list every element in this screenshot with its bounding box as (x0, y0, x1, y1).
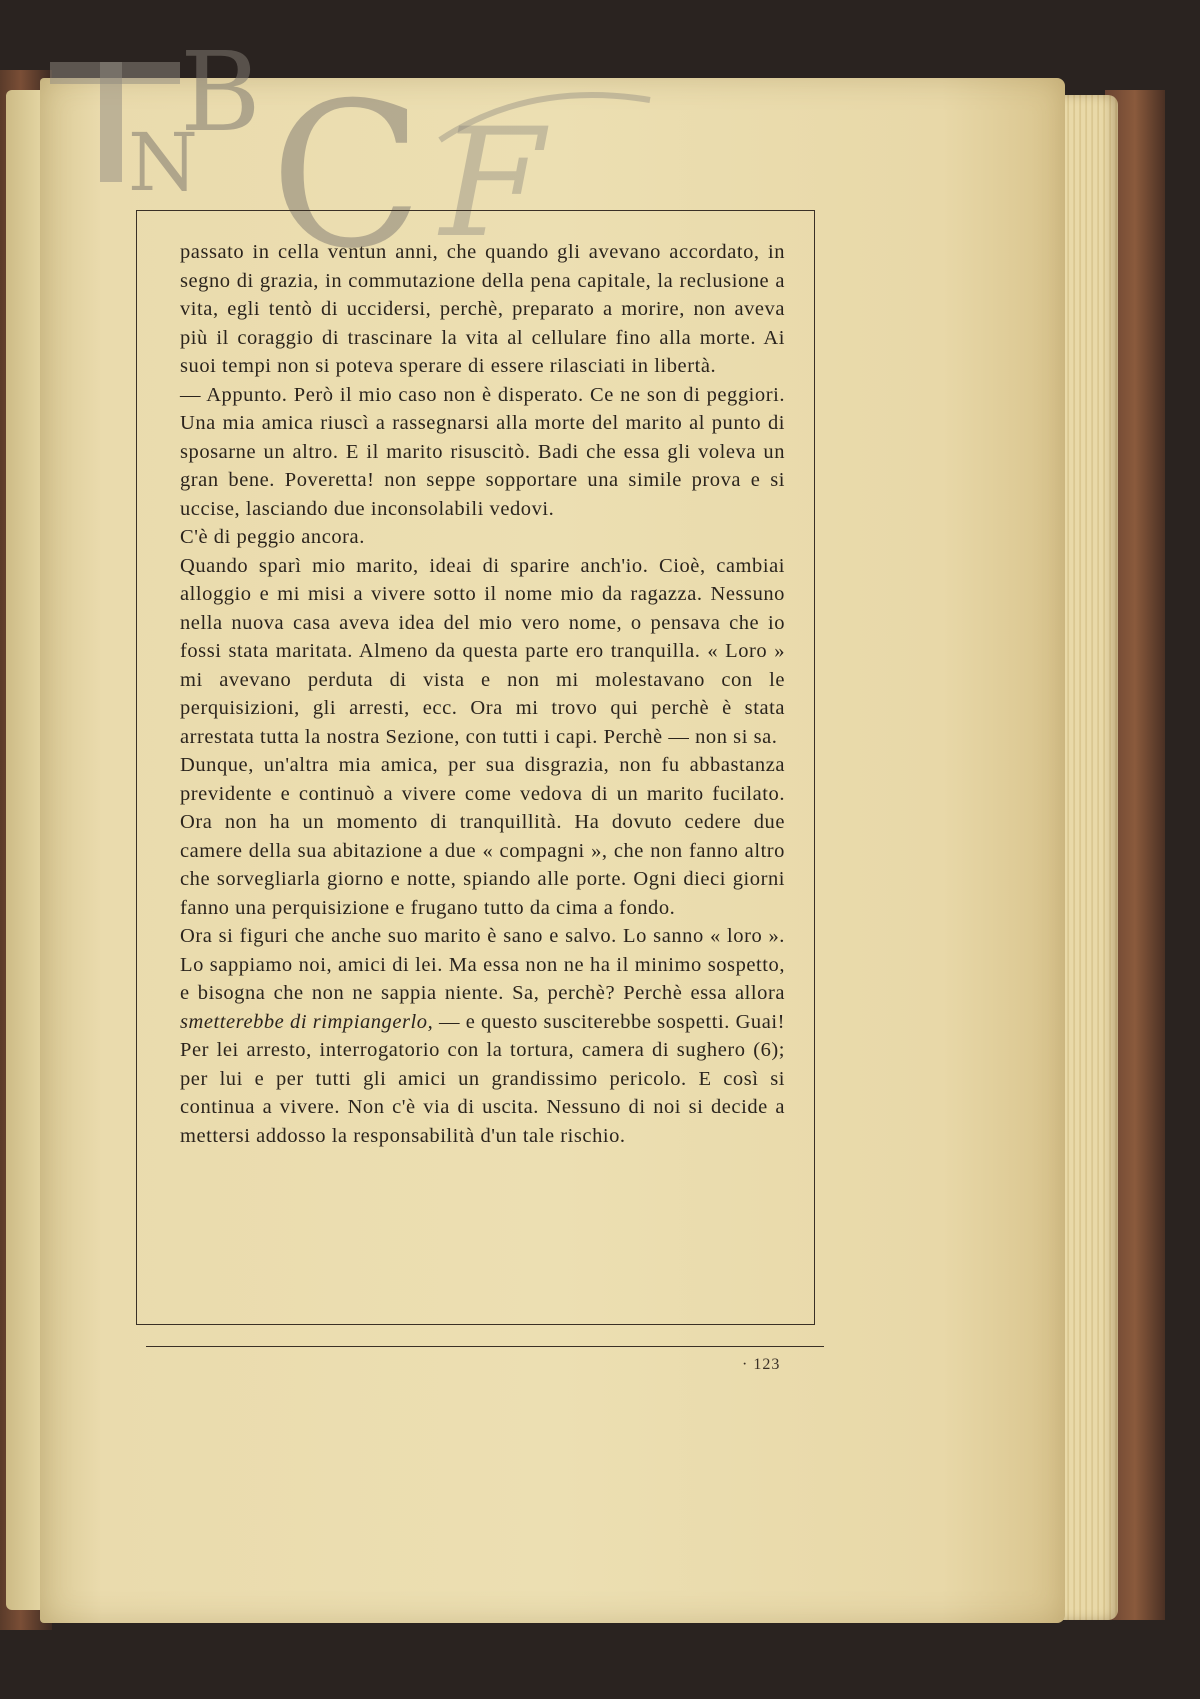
paragraph-1: passato in cella ventun anni, che quando gli avevano accordato, in segno di grazia, in commutazione della pena capitale, la reclusione a vita, egli tentò di uccidersi, perchè, preparato a morire, non aveva più il coraggio di trascinare la vita al cellulare fino alla morte. Ai suoi tempi non si poteva sperare di essere rilasciati in libertà. (180, 241, 785, 377)
paragraph-5: Dunque, un'altra mia amica, per sua disgrazia, non fu abbastanza previdente e continuò a vivere come vedova di un marito fucilato. Ora non ha un momento di tranquillità. Ha dovuto cedere due camere della sua abitazione a due « compagni », che non fanno altro che sorvegliarla giorno e notte, spiando alle porte. Ogni dieci giorni fanno una perquisizione e frugano tutto da cima a fondo. (180, 754, 785, 919)
paragraph-3: C'è di peggio ancora. (180, 526, 365, 548)
paragraph-6-start: Ora si figuri che anche suo marito è sano e salvo. Lo sanno « loro ». Lo sappiamo noi, amici di lei. Ma essa non ne ha il minimo sospetto, e bisogna che non ne sappia niente. Sa, perchè? Perchè essa allora (180, 925, 785, 1004)
frame-bottom-rule (146, 1346, 824, 1347)
paragraph-4: Quando sparì mio marito, ideai di sparire anch'io. Cioè, cambiai alloggio e mi misi a vivere sotto il nome mio da ragazza. Nessuno nella nuova casa aveva idea del mio vero nome, o pensava che io fossi stata maritata. Almeno da questa parte ero tranquilla. « Loro » mi avevano perduta di vista e non mi molestavano con le perquisizioni, gli arresti, ecc. Ora mi trovo qui perchè è stata arrestata tutta la nostra Sezione, con tutti i capi. Perchè — non si sa. (180, 554, 785, 748)
watermark-letter-b: B (180, 28, 261, 156)
watermark-letter-f: F (440, 97, 545, 260)
watermark-letter-c: C (270, 60, 424, 260)
page-text (180, 238, 785, 1150)
paragraph-6 (180, 922, 785, 1150)
watermark-letter-n: N (128, 116, 198, 209)
paragraph-6-end: — e questo susciterebbe sospetti. Guai! Per lei arresto, interrogatorio con la tortura, camera di sughero (6); per lui e per tutti gli amici un grandissimo pericolo. E così si continua a vivere. Non c'è via di uscita. Nessuno di noi si decide a mettersi addosso la responsabilità d'un tale rischio. (180, 1010, 785, 1147)
paragraph-2: — Appunto. Però il mio caso non è disperato. Ce ne son di peggiori. Una mia amica riuscì a rassegnarsi alla morte del marito al punto di sposarne un altro. E il marito risuscitò. Badi che essa gli voleva un gran bene. Poveretta! non seppe sopportare una simile prova e si uccise, lasciando due inconsolabili vedovi. (180, 383, 785, 520)
paragraph-6-italic: smetterebbe di rimpiangerlo, (180, 1010, 434, 1033)
page-number: · 123 (742, 1356, 781, 1373)
